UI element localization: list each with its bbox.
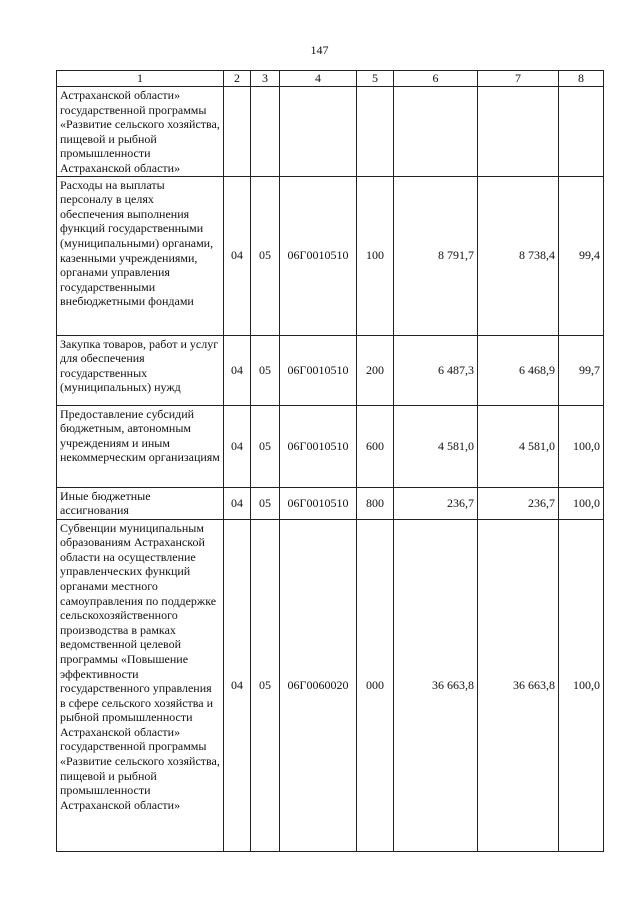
column-header: 3: [251, 71, 280, 87]
actual-cell: 6 468,9: [478, 335, 559, 405]
plan-cell: 8 791,7: [394, 176, 478, 335]
percent-cell: 99,4: [559, 176, 604, 335]
table-row: [57, 487, 604, 519]
target-article-cell: 06Г0010510: [280, 176, 357, 335]
column-header: 2: [224, 71, 251, 87]
table-row: [57, 176, 604, 335]
budget-table: [56, 70, 604, 852]
expense-type-cell: 200: [357, 335, 394, 405]
percent-cell: 100,0: [559, 519, 604, 851]
section-cell: 04: [224, 519, 251, 851]
table-row: [57, 335, 604, 405]
row-description: Предоставление субсидий бюджетным, автономным учреждениям и иным некоммерческим организациям: [57, 405, 224, 487]
column-header: 7: [478, 71, 559, 87]
row-description: Субвенции муниципальным образованиям Астраханской области на осуществление управленческих функций органами местного самоуправления по поддержке сельскохозяйственного производства в рамках ведомственной целевой программы «Повышение эффективности государственного управления в сфере сельского хозяйства и рыбной промышленности Астраханской области» государственной программы «Развитие сельского хозяйства, пищевой и рыбной промышленности Астраханской области»: [57, 519, 224, 851]
table-row: [57, 519, 604, 851]
expense-type-cell: 100: [357, 176, 394, 335]
column-header: 6: [394, 71, 478, 87]
plan-cell: 6 487,3: [394, 335, 478, 405]
row-description: Закупка товаров, работ и услуг для обеспечения государственных (муниципальных) нужд: [57, 335, 224, 405]
table-row: [57, 87, 604, 177]
percent-cell: 100,0: [559, 405, 604, 487]
section-cell: 04: [224, 335, 251, 405]
expense-type-cell: [357, 87, 394, 177]
plan-cell: 4 581,0: [394, 405, 478, 487]
subsection-cell: 05: [251, 487, 280, 519]
page-number: 147: [310, 43, 329, 57]
target-article-cell: 06Г0010510: [280, 335, 357, 405]
target-article-cell: 06Г0060020: [280, 519, 357, 851]
subsection-cell: 05: [251, 519, 280, 851]
plan-cell: 36 663,8: [394, 519, 478, 851]
percent-cell: 99,7: [559, 335, 604, 405]
actual-cell: 4 581,0: [478, 405, 559, 487]
row-description: Астраханской области» государственной программы «Развитие сельского хозяйства, пищевой и рыбной промышленности Астраханской области»: [57, 87, 224, 177]
subsection-cell: 05: [251, 335, 280, 405]
subsection-cell: [251, 87, 280, 177]
plan-cell: 236,7: [394, 487, 478, 519]
expense-type-cell: 600: [357, 405, 394, 487]
row-description: Расходы на выплаты персоналу в целях обеспечения выполнения функций государственными (муниципальными) органами, казенными учреждениями, органами управления государственными внебюджетными фондами: [57, 176, 224, 335]
target-article-cell: [280, 87, 357, 177]
column-header: 4: [280, 71, 357, 87]
section-cell: [224, 87, 251, 177]
expense-type-cell: 800: [357, 487, 394, 519]
subsection-cell: 05: [251, 176, 280, 335]
section-cell: 04: [224, 405, 251, 487]
table-row: [57, 405, 604, 487]
section-cell: 04: [224, 176, 251, 335]
actual-cell: 8 738,4: [478, 176, 559, 335]
header-row: [57, 71, 604, 87]
section-cell: 04: [224, 487, 251, 519]
target-article-cell: 06Г0010510: [280, 405, 357, 487]
column-header: 5: [357, 71, 394, 87]
target-article-cell: 06Г0010510: [280, 487, 357, 519]
actual-cell: 36 663,8: [478, 519, 559, 851]
percent-cell: [559, 87, 604, 177]
column-header: 1: [57, 71, 224, 87]
row-description: Иные бюджетные ассигнования: [57, 487, 224, 519]
plan-cell: [394, 87, 478, 177]
percent-cell: 100,0: [559, 487, 604, 519]
actual-cell: [478, 87, 559, 177]
column-header: 8: [559, 71, 604, 87]
subsection-cell: 05: [251, 405, 280, 487]
actual-cell: 236,7: [478, 487, 559, 519]
expense-type-cell: 000: [357, 519, 394, 851]
